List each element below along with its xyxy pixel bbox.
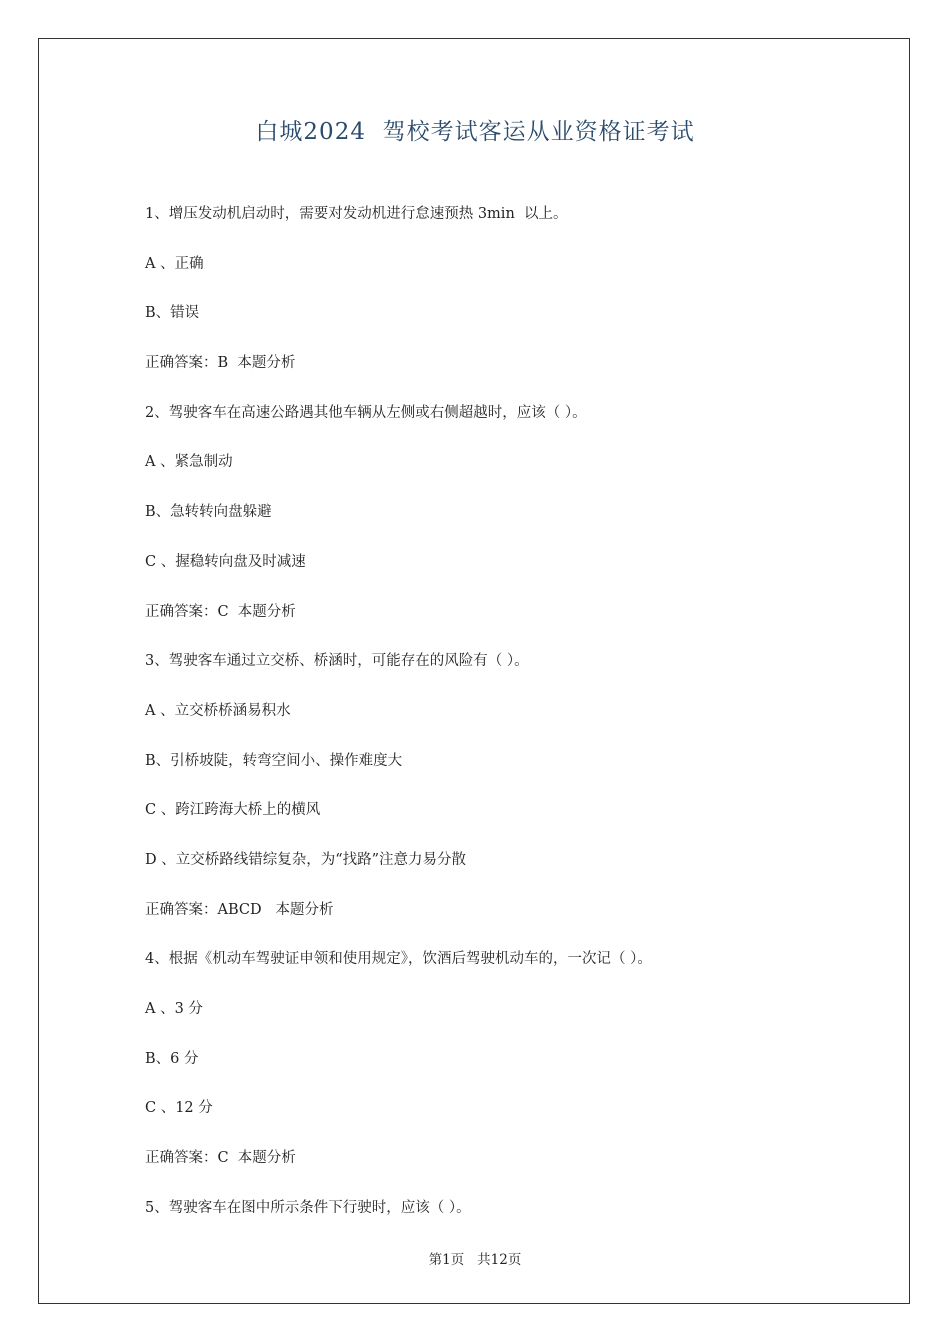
question-list	[145, 203, 885, 1246]
question-3-answer: 正确答案：ABCD 本题分析	[145, 901, 334, 918]
question-1-option-b: B、错误	[145, 305, 200, 322]
question-1-option-a: A 、正确	[145, 255, 204, 272]
question-2-option-a: A 、紧急制动	[145, 454, 233, 471]
question-4-answer: 正确答案：C 本题分析	[145, 1150, 296, 1167]
question-4-option-c: C 、12 分	[145, 1100, 213, 1117]
question-1-answer: 正确答案：B 本题分析	[145, 355, 296, 372]
question-4-option-b: B、6 分	[145, 1050, 199, 1067]
question-3-text: 3、驾驶客车通过立交桥、桥涵时，可能存在的风险有（ ）。	[145, 653, 529, 670]
document-title: 白城2024 驾校考试客运从业资格证考试	[255, 119, 695, 145]
question-3-option-c: C 、跨江跨海大桥上的横风	[145, 802, 321, 819]
question-1-text: 1、增压发动机启动时，需要对发动机进行怠速预热 3min 以上。	[145, 206, 568, 222]
question-2-option-b: B、急转转向盘躲避	[145, 504, 272, 521]
question-5-text: 5、驾驶客车在图中所示条件下行驶时，应该（ ）。	[145, 1199, 471, 1216]
question-4-option-a: A 、3 分	[145, 1001, 203, 1017]
question-2-text: 2、驾驶客车在高速公路遇其他车辆从左侧或右侧超越时，应该（ ）。	[145, 404, 587, 421]
question-2-answer: 正确答案：C 本题分析	[145, 603, 296, 620]
question-2-option-c: C 、握稳转向盘及时减速	[145, 553, 306, 570]
question-3-option-b: B、引桥坡陡，转弯空间小、操作难度大	[145, 752, 403, 769]
question-4-text: 4、根据《机动车驾驶证申领和使用规定》，饮酒后驾驶机动车的，一次记（ ）。	[145, 951, 652, 968]
question-3-option-d: D 、立交桥路线错综复杂，为“找路”注意力易分散	[145, 851, 467, 868]
question-3-option-a: A 、立交桥桥涵易积水	[145, 702, 291, 719]
page-number-footer: 第1页 共12页	[428, 1252, 522, 1268]
